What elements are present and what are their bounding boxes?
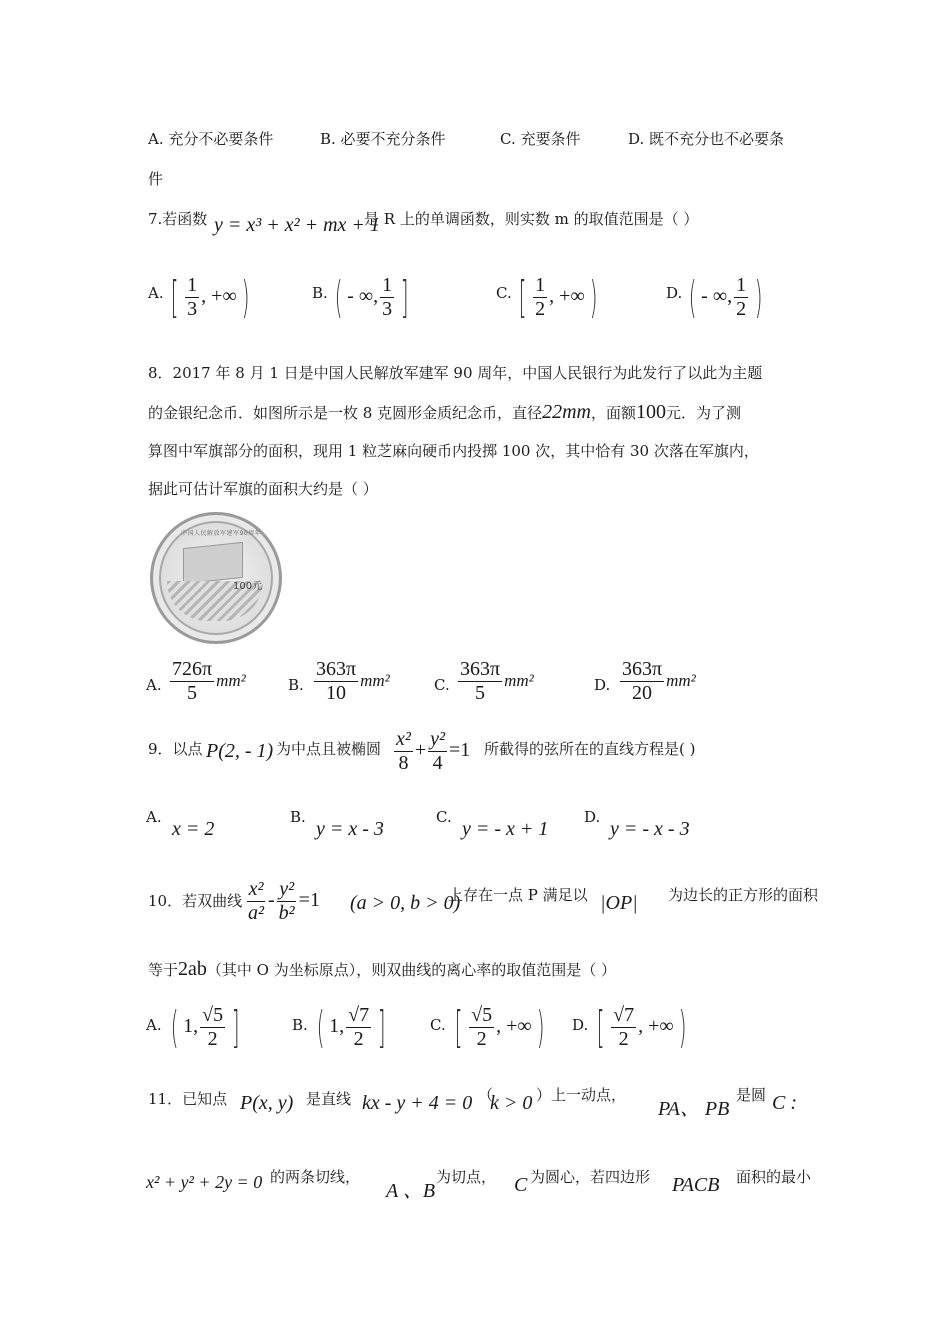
q10-option-b-label: B. — [292, 1016, 308, 1034]
q7-option-c-label: C. — [496, 284, 512, 302]
q10-suffix: 为边长的正方形的面积 — [668, 886, 819, 904]
q8-option-b-label: B. — [288, 676, 304, 694]
q11-point: P(x, y) — [240, 1092, 294, 1114]
q11-mid-4: 为切点， — [436, 1168, 497, 1186]
q8-line-2: 的金银纪念币．如图所示是一枚 8 克圆形金质纪念币，直径22mm，面额100元．为了测 — [148, 401, 742, 423]
q10-hyperbola-equation: $\frac{\text{x²}}{\text{a²}}$ - $\frac{\text{y²}}{\text{b²}}$ =1 — [248, 878, 320, 924]
q7-formula: y = x³ + x² + mx + 1 — [214, 214, 380, 236]
q11-mid-5: 为圆心，若四边形 — [530, 1168, 651, 1186]
q11-line-equation: kx - y + 4 = 0 — [362, 1092, 473, 1114]
q6-option-b: B. 必要不充分条件 — [320, 130, 446, 148]
q9-option-d-label: D. — [584, 808, 601, 826]
q10-mid: 上存在一点 P 满足以 — [448, 886, 588, 904]
q9-option-c: y = - x + 1 — [462, 818, 549, 840]
q8-line-4: 据此可估计军旗的面积大约是（ ） — [148, 480, 378, 498]
q9-mid: 为中点且被椭圆 — [276, 740, 382, 758]
q11-pa-pb: PA、 PB — [658, 1098, 730, 1120]
q11-suffix: 面积的最小 — [736, 1168, 812, 1186]
q8-option-a: $\frac{726\pi}{5}$ mm² — [172, 658, 246, 704]
q8-option-c: $\frac{363\pi}{5}$ mm² — [460, 658, 534, 704]
q8-option-a-label: A. — [146, 676, 162, 694]
coin-inscription: 中国人民解放军建军90周年 — [181, 530, 262, 537]
q7-option-b: ( - ∞, $\frac{1}{3}$ ] — [334, 271, 409, 323]
q11-paren-open: （ — [478, 1086, 494, 1104]
q9-ellipse-equation: $\frac{\text{x²}}{8}$ + $\frac{\text{y²}}{4}$ =1 — [396, 728, 471, 774]
q11-circle-equation: x² + y² + 2y = 0 — [146, 1172, 263, 1192]
q10-line-2: 等于2ab（其中 O 为坐标原点），则双曲线的离心率的取值范围是（ ） — [148, 958, 617, 980]
q9-option-a: x = 2 — [172, 818, 215, 840]
q11-prefix: 11．已知点 — [148, 1090, 228, 1108]
q11-center: C — [514, 1174, 528, 1196]
q9-option-d: y = - x - 3 — [610, 818, 690, 840]
q7-prefix: 7.若函数 — [148, 210, 208, 228]
q6-option-c: C. 充要条件 — [500, 130, 581, 148]
q7-option-c: [ $\frac{1}{2}$ , +∞ ) — [518, 271, 598, 323]
q9-point: P(2, - 1) — [206, 740, 274, 762]
q7-option-a-label: A. — [148, 284, 164, 302]
q7-option-d: ( - ∞, $\frac{1}{2}$ ) — [688, 271, 763, 323]
q11-quadrilateral: PACB — [672, 1174, 720, 1196]
q8-option-c-label: C. — [434, 676, 450, 694]
commemorative-coin-image — [150, 512, 282, 644]
q8-option-b: $\frac{363\pi}{10}$ mm² — [316, 658, 390, 704]
q10-option-d: [ $\frac{√7}{2}$ , +∞ ) — [596, 1001, 687, 1053]
q11-k-condition: k > 0 — [490, 1092, 533, 1114]
q8-option-d-label: D. — [594, 676, 611, 694]
q10-option-c-label: C. — [430, 1016, 446, 1034]
q8-line-3: 算图中军旗部分的面积，现用 1 粒芝麻向硬币内投掷 100 次，其中恰有 30 次落在军旗内， — [148, 442, 759, 460]
q9-option-b: y = x - 3 — [316, 818, 384, 840]
coin-face-value: 100元 — [233, 581, 263, 592]
q6-option-d-wrap: 件 — [148, 170, 164, 188]
q11-tangent-points: A 、B — [386, 1180, 436, 1202]
q6-option-a: A. 充分不必要条件 — [148, 130, 274, 148]
q7-option-b-label: B. — [312, 284, 328, 302]
q11-mid-1: 是直线 — [306, 1090, 352, 1108]
q11-mid-2: 是圆 — [736, 1086, 767, 1104]
q7-option-d-label: D. — [666, 284, 683, 302]
q11-paren-close: ）上一动点， — [536, 1086, 627, 1104]
q7-option-a: [ $\frac{1}{3}$ , +∞ ) — [170, 271, 250, 323]
q10-option-d-label: D. — [572, 1016, 589, 1034]
q9-suffix: 所截得的弦所在的直线方程是( ) — [484, 740, 696, 758]
q10-prefix: 10．若双曲线 — [148, 892, 243, 910]
q9-option-b-label: B. — [290, 808, 306, 826]
q8-option-d: $\frac{363\pi}{20}$ mm² — [622, 658, 696, 704]
q10-op: |OP| — [600, 892, 638, 914]
q11-circle-name: C : — [772, 1092, 797, 1114]
q10-condition: (a > 0, b > 0) — [350, 892, 461, 914]
q7-stem: 是 R 上的单调函数，则实数 m 的取值范围是（ ） — [364, 210, 699, 228]
q8-line-1: 8．2017 年 8 月 1 日是中国人民解放军建军 90 周年，中国人民银行为此发行了以此为主题 — [148, 364, 763, 382]
q10-option-a-label: A. — [146, 1016, 162, 1034]
q9-prefix: 9．以点 — [148, 740, 203, 758]
q6-option-d: D. 既不充分也不必要条 — [628, 130, 785, 148]
q10-option-c: [ $\frac{√5}{2}$ , +∞ ) — [454, 1001, 545, 1053]
q10-option-b: ( 1, $\frac{√7}{2}$ ] — [316, 1001, 386, 1053]
q9-option-c-label: C. — [436, 808, 452, 826]
q10-option-a: ( 1, $\frac{√5}{2}$ ] — [170, 1001, 240, 1053]
q9-option-a-label: A. — [146, 808, 162, 826]
q11-mid-3: 的两条切线， — [270, 1168, 361, 1186]
